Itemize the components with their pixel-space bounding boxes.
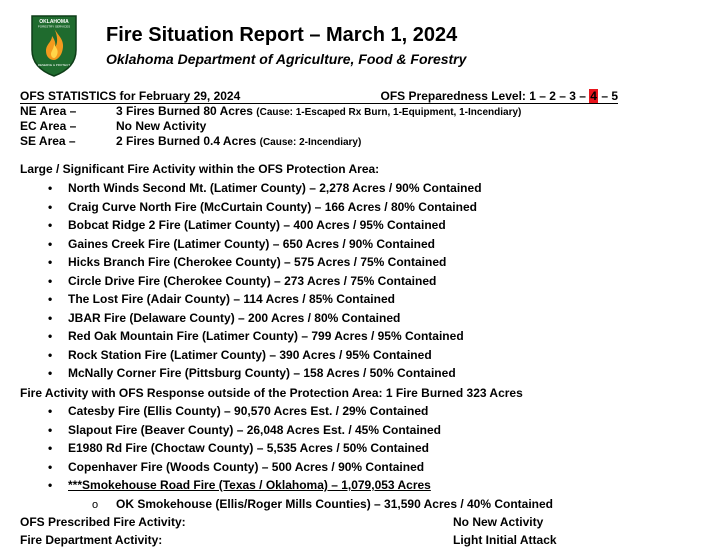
bullet-icon: • <box>48 181 53 195</box>
area-label: NE Area – <box>20 104 77 118</box>
bullet-icon: • <box>48 237 53 251</box>
report-title: Fire Situation Report – March 1, 2024 <box>106 24 458 46</box>
fire-item-text: Craig Curve North Fire (McCurtain County) – 166 Acres / 80% Contained <box>68 200 477 214</box>
bullet-icon: • <box>48 292 53 306</box>
bullet-icon: • <box>48 255 53 269</box>
area-row-se <box>20 134 361 150</box>
department-label: Fire Department Activity: <box>20 533 163 547</box>
fire-department-row <box>20 533 580 547</box>
area-cause: (Cause: 2-Incendiary) <box>259 137 362 148</box>
fire-item-text: North Winds Second Mt. (Latimer County) – 2,278 Acres / 90% Contained <box>68 181 482 195</box>
bullet-icon: • <box>48 218 53 232</box>
sub-item-text: OK Smokehouse (Ellis/Roger Mills Counties) – 31,590 Acres / 40% Contained <box>116 497 554 511</box>
fire-item-text: Copenhaver Fire (Woods County) – 500 Acres / 90% Contained <box>68 460 425 474</box>
fire-item-text: E1980 Rd Fire (Choctaw County) – 5,535 Acres / 50% Contained <box>68 441 429 455</box>
prescribed-fire-row <box>20 515 580 529</box>
area-row-ec <box>20 119 206 135</box>
area-cause: (Cause: 1-Escaped Rx Burn, 1-Equipment, 1-Incendiary) <box>256 107 522 118</box>
bullet-icon: • <box>48 460 53 474</box>
fire-item-text: Circle Drive Fire (Cherokee County) – 273 Acres / 75% Contained <box>68 274 437 288</box>
stats-heading: OFS STATISTICS for February 29, 2024 <box>20 89 241 103</box>
bullet-icon: • <box>48 329 53 343</box>
circle-bullet-icon: o <box>92 499 99 511</box>
bullet-icon: • <box>48 274 53 288</box>
area-row-ne <box>20 104 521 120</box>
preparedness-after: – 5 <box>597 89 618 103</box>
fire-item-text: Slapout Fire (Beaver County) – 26,048 Acres Est. / 45% Contained <box>68 423 442 437</box>
bullet-icon: • <box>48 366 53 380</box>
outside-fires-heading: Fire Activity with OFS Response outside of the Protection Area: 1 Fire Burned 323 Acres <box>20 386 523 400</box>
area-label: EC Area – <box>20 119 77 133</box>
prescribed-value: No New Activity <box>453 515 544 529</box>
stats-heading-row <box>20 89 618 104</box>
preparedness-level <box>381 89 618 103</box>
fire-item-text: Catesby Fire (Ellis County) – 90,570 Acres Est. / 29% Contained <box>68 404 429 418</box>
bullet-icon: • <box>48 441 53 455</box>
fire-item-text: Rock Station Fire (Latimer County) – 390 Acres / 95% Contained <box>68 348 432 362</box>
sub-list-item <box>92 497 553 512</box>
bullet-icon: • <box>48 348 53 362</box>
large-fires-heading: Large / Significant Fire Activity within the OFS Protection Area: <box>20 162 380 176</box>
fire-item-text: Red Oak Mountain Fire (Latimer County) – 799 Acres / 95% Contained <box>68 329 464 343</box>
department-value: Light Initial Attack <box>453 533 557 547</box>
fire-item-text: JBAR Fire (Delaware County) – 200 Acres / 80% Contained <box>68 311 401 325</box>
bullet-icon: • <box>48 200 53 214</box>
preparedness-label: OFS Preparedness Level: 1 – 2 – 3 – <box>380 89 590 103</box>
fire-item-text: Bobcat Ridge 2 Fire (Latimer County) – 400 Acres / 95% Contained <box>68 218 446 232</box>
logo-text-mid: FORESTRY SERVICES <box>37 24 71 29</box>
area-value: No New Activity <box>116 119 207 133</box>
area-label: SE Area – <box>20 134 76 148</box>
fire-item-text: Hicks Branch Fire (Cherokee County) – 575 Acres / 75% Contained <box>68 255 447 269</box>
bullet-icon: • <box>48 311 53 325</box>
highlight-text: Smokehouse Road Fire (Texas / Oklahoma) – 1,079,053 Acres <box>82 478 431 492</box>
area-value: 3 Fires Burned 80 Acres <box>116 104 257 118</box>
fire-item-text: Gaines Creek Fire (Latimer County) – 650 Acres / 90% Contained <box>68 237 436 251</box>
fire-item-text: The Lost Fire (Adair County) – 114 Acres / 85% Contained <box>68 292 395 306</box>
logo-text-bottom: RESERVE & PROTECT <box>37 63 71 67</box>
oklahoma-forestry-logo <box>28 14 80 78</box>
area-value: 2 Fires Burned 0.4 Acres <box>116 134 260 148</box>
bullet-icon: • <box>48 423 53 437</box>
prescribed-label: OFS Prescribed Fire Activity: <box>20 515 186 529</box>
bullet-icon: • <box>48 404 53 418</box>
bullet-icon: • <box>48 478 53 492</box>
highlight-prefix: *** <box>68 478 83 492</box>
smokehouse-item <box>68 478 431 492</box>
fire-item-text: McNally Corner Fire (Pittsburg County) – 158 Acres / 50% Contained <box>68 366 456 380</box>
logo-text-top: OKLAHOMA <box>39 19 69 25</box>
preparedness-current-level: 4 <box>590 89 597 103</box>
report-subtitle: Oklahoma Department of Agriculture, Food & Forestry <box>106 51 467 67</box>
